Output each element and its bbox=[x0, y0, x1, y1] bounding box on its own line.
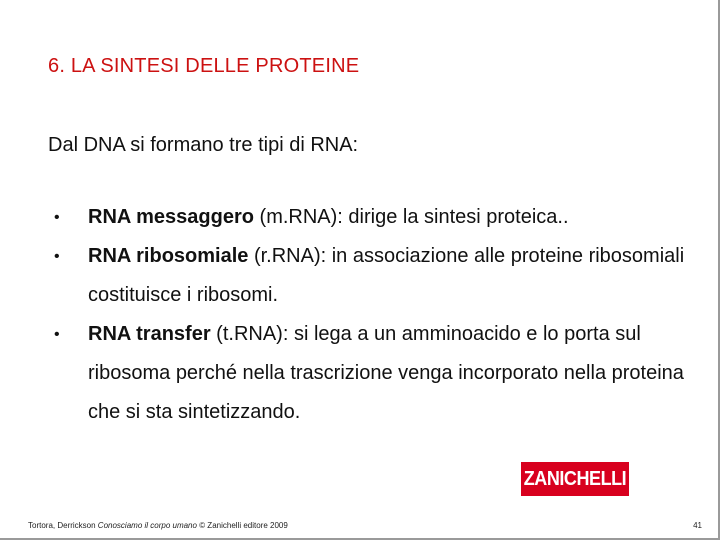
bullet-icon: • bbox=[54, 209, 60, 226]
publisher-logo: ZANICHELLI bbox=[521, 462, 629, 496]
footer-book-title: Conosciamo il corpo umano bbox=[97, 521, 197, 530]
item-heading: RNA transfer bbox=[88, 323, 211, 345]
footer-credit bbox=[28, 521, 288, 530]
list-item-trna bbox=[48, 315, 688, 432]
footer-publisher: © Zanichelli editore 2009 bbox=[196, 521, 288, 530]
bullet-icon: • bbox=[54, 248, 60, 265]
page-number: 41 bbox=[693, 521, 702, 530]
item-description: (r.RNA): in associazione alle proteine ribosomiali costituisce i ribosomi. bbox=[88, 245, 685, 306]
rna-types-list bbox=[48, 198, 688, 432]
intro-text: Dal DNA si formano tre tipi di RNA: bbox=[48, 134, 359, 156]
item-description: (t.RNA): si lega a un amminoacido e lo porta sul ribosoma perché nella trascrizione venga incorporato nella proteina che si sta sintetizzando. bbox=[88, 323, 684, 423]
slide-title: 6. LA SINTESI DELLE PROTEINE bbox=[48, 55, 360, 77]
list-item-mrna bbox=[48, 198, 688, 237]
footer-authors: Tortora, Derrickson bbox=[28, 521, 98, 530]
item-heading: RNA messaggero bbox=[88, 206, 254, 228]
item-description: (m.RNA): dirige la sintesi proteica.. bbox=[253, 206, 569, 228]
item-heading: RNA ribosomiale bbox=[88, 245, 249, 267]
bullet-icon: • bbox=[54, 326, 60, 343]
list-item-rrna bbox=[48, 237, 688, 315]
